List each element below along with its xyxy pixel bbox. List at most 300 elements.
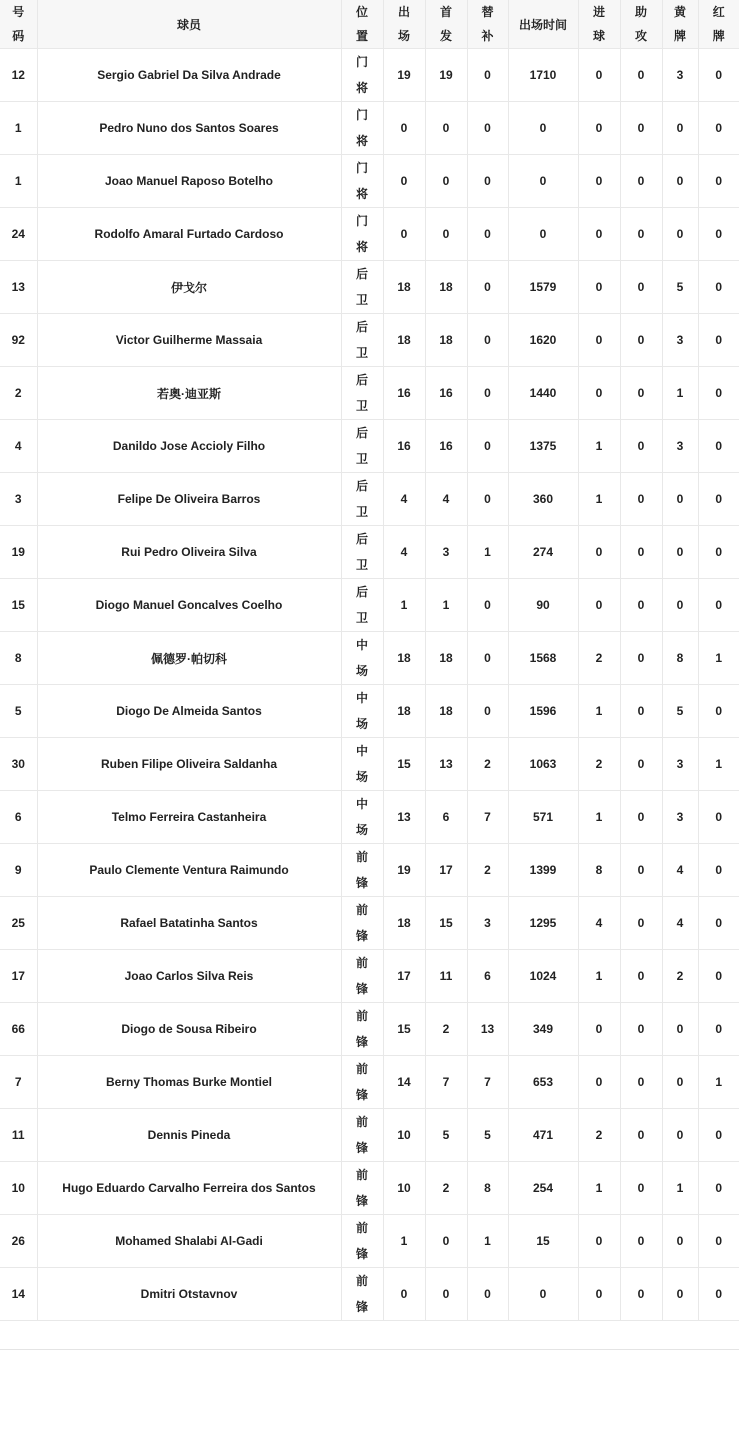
cell-minutes-played [508,1215,578,1268]
substitute-appearances-text: 0 [484,704,491,718]
cell-appearances [383,473,425,526]
column-label: 助攻 [634,5,647,43]
cell-appearances [383,950,425,1003]
cell-assists [620,1268,662,1321]
cell-player-number [0,102,37,155]
table-footer-divider [0,1321,739,1350]
cell-appearances [383,1056,425,1109]
starts-text: 16 [439,439,453,453]
cell-appearances [383,1162,425,1215]
cell-red-cards [698,1215,739,1268]
starts-text: 7 [442,1075,450,1089]
yellow-cards-text: 0 [676,598,684,612]
cell-appearances [383,367,425,420]
appearances-text: 4 [400,492,408,506]
player-position-text: 中场 [355,797,368,837]
cell-starts [425,738,467,791]
goals-text: 0 [595,333,603,347]
goals-text: 0 [595,386,603,400]
player-name-text: Diogo de Sousa Ribeiro [121,1022,257,1036]
cell-red-cards [698,1162,739,1215]
cell-player-number [0,1162,37,1215]
cell-starts [425,526,467,579]
player-position-text: 门将 [355,108,368,148]
cell-goals [578,208,620,261]
cell-minutes-played [508,208,578,261]
cell-minutes-played [508,844,578,897]
goals-text: 2 [595,651,603,665]
substitute-appearances-text: 0 [484,174,491,188]
player-position-text: 后卫 [355,479,368,519]
appearances-text: 0 [400,121,408,135]
cell-starts [425,102,467,155]
cell-player-number [0,49,37,102]
cell-appearances [383,897,425,950]
cell-player-number [0,738,37,791]
substitute-appearances-text: 3 [484,916,491,930]
cell-player-number [0,261,37,314]
yellow-cards-text: 1 [676,1181,684,1195]
cell-player-number [0,685,37,738]
yellow-cards-text: 4 [676,863,684,877]
substitute-appearances-text: 2 [484,757,491,771]
yellow-cards-text: 0 [676,1128,684,1142]
appearances-text: 19 [397,68,411,82]
cell-substitute-appearances [467,1268,508,1321]
cell-red-cards [698,261,739,314]
cell-appearances [383,420,425,473]
cell-player-name [37,49,341,102]
cell-player-position [341,420,383,473]
assists-text: 0 [637,333,645,347]
cell-red-cards [698,897,739,950]
player-number-text: 14 [11,1287,25,1301]
starts-text: 17 [439,863,453,877]
cell-starts [425,844,467,897]
player-name-text: Ruben Filipe Oliveira Saldanha [100,757,278,771]
goals-text: 1 [595,704,603,718]
substitute-appearances-text: 0 [484,386,491,400]
column-label: 位置 [355,5,368,43]
cell-player-number [0,208,37,261]
cell-substitute-appearances [467,738,508,791]
cell-minutes-played [508,1003,578,1056]
goals-text: 4 [595,916,603,930]
cell-player-name [37,685,341,738]
substitute-appearances-text: 0 [484,1287,491,1301]
red-cards-text: 0 [715,280,723,294]
substitute-appearances-text: 0 [484,280,491,294]
goals-text: 0 [595,121,603,135]
cell-yellow-cards [662,579,698,632]
appearances-text: 18 [397,333,411,347]
cell-substitute-appearances [467,844,508,897]
player-number-text: 12 [11,68,25,82]
cell-yellow-cards [662,261,698,314]
cell-red-cards [698,632,739,685]
player-number-text: 13 [11,280,25,294]
goals-text: 2 [595,1128,603,1142]
cell-goals [578,1056,620,1109]
cell-minutes-played [508,261,578,314]
player-name-text: 佩德罗·帕切科 [151,651,227,666]
cell-player-position [341,473,383,526]
cell-red-cards [698,526,739,579]
cell-red-cards [698,844,739,897]
cell-assists [620,632,662,685]
cell-player-position [341,1056,383,1109]
cell-red-cards [698,367,739,420]
cell-appearances [383,261,425,314]
table-row [0,632,739,685]
cell-goals [578,738,620,791]
col-header-position [341,0,383,49]
cell-appearances [383,791,425,844]
cell-substitute-appearances [467,1109,508,1162]
red-cards-text: 1 [715,651,723,665]
cell-goals [578,526,620,579]
player-number-text: 1 [14,121,22,135]
cell-red-cards [698,314,739,367]
column-label: 号码 [12,5,25,43]
cell-goals [578,1109,620,1162]
starts-text: 0 [442,227,450,241]
cell-red-cards [698,579,739,632]
cell-yellow-cards [662,791,698,844]
cell-goals [578,897,620,950]
cell-red-cards [698,155,739,208]
table-row [0,261,739,314]
cell-yellow-cards [662,473,698,526]
cell-player-name [37,738,341,791]
cell-minutes-played [508,1162,578,1215]
appearances-text: 1 [400,598,408,612]
player-number-text: 92 [11,333,25,347]
substitute-appearances-text: 0 [484,651,491,665]
cell-player-position [341,1268,383,1321]
substitute-appearances-text: 0 [484,68,491,82]
column-label: 进球 [592,5,605,43]
cell-goals [578,261,620,314]
appearances-text: 4 [400,545,408,559]
cell-substitute-appearances [467,1162,508,1215]
table-row [0,208,739,261]
appearances-text: 0 [400,174,408,188]
table-row [0,1162,739,1215]
appearances-text: 18 [397,916,411,930]
substitute-appearances-text: 8 [484,1181,491,1195]
red-cards-text: 0 [715,545,723,559]
cell-player-position [341,579,383,632]
cell-assists [620,1003,662,1056]
cell-yellow-cards [662,897,698,950]
cell-assists [620,208,662,261]
cell-minutes-played [508,738,578,791]
player-name-text: Rui Pedro Oliveira Silva [121,545,257,559]
minutes-played-text: 1579 [529,280,557,294]
starts-text: 18 [439,651,453,665]
column-label: 球员 [176,17,201,32]
player-name-text: Rodolfo Amaral Furtado Cardoso [94,227,284,241]
assists-text: 0 [637,598,645,612]
col-header-yellow-cards [662,0,698,49]
minutes-played-text: 1440 [529,386,557,400]
cell-assists [620,261,662,314]
cell-player-number [0,844,37,897]
red-cards-text: 0 [715,1022,723,1036]
cell-starts [425,367,467,420]
yellow-cards-text: 4 [676,916,684,930]
cell-yellow-cards [662,208,698,261]
goals-text: 0 [595,1287,603,1301]
red-cards-text: 1 [715,757,723,771]
appearances-text: 19 [397,863,411,877]
cell-goals [578,155,620,208]
cell-yellow-cards [662,685,698,738]
player-position-text: 后卫 [355,585,368,625]
player-position-text: 后卫 [355,267,368,307]
cell-yellow-cards [662,738,698,791]
cell-starts [425,473,467,526]
cell-player-name [37,526,341,579]
assists-text: 0 [637,1181,645,1195]
cell-appearances [383,1109,425,1162]
player-position-text: 后卫 [355,320,368,360]
player-name-text: 若奥·迪亚斯 [157,386,221,401]
cell-appearances [383,102,425,155]
cell-assists [620,1215,662,1268]
minutes-played-text: 1620 [529,333,557,347]
player-number-text: 4 [14,439,22,453]
player-number-text: 8 [14,651,22,665]
starts-text: 0 [442,1287,450,1301]
substitute-appearances-text: 0 [484,598,491,612]
cell-player-name [37,950,341,1003]
cell-player-position [341,632,383,685]
player-number-text: 30 [11,757,25,771]
cell-red-cards [698,1003,739,1056]
cell-goals [578,102,620,155]
cell-player-position [341,1003,383,1056]
starts-text: 19 [439,68,453,82]
player-number-text: 5 [14,704,22,718]
cell-assists [620,420,662,473]
red-cards-text: 0 [715,333,723,347]
cell-yellow-cards [662,420,698,473]
minutes-played-text: 0 [539,174,547,188]
cell-assists [620,49,662,102]
appearances-text: 16 [397,386,411,400]
table-row [0,1109,739,1162]
cell-assists [620,526,662,579]
cell-minutes-played [508,155,578,208]
cell-minutes-played [508,1268,578,1321]
cell-starts [425,314,467,367]
goals-text: 1 [595,1181,603,1195]
assists-text: 0 [637,1075,645,1089]
cell-player-name [37,897,341,950]
cell-player-name [37,1162,341,1215]
table-row [0,738,739,791]
cell-goals [578,1003,620,1056]
cell-appearances [383,314,425,367]
cell-minutes-played [508,791,578,844]
starts-text: 4 [442,492,450,506]
column-label: 出场 [397,5,410,43]
cell-player-number [0,1109,37,1162]
table-row [0,1215,739,1268]
cell-yellow-cards [662,1003,698,1056]
cell-player-number [0,314,37,367]
appearances-text: 0 [400,1287,408,1301]
player-name-text: Joao Manuel Raposo Botelho [104,174,273,188]
cell-yellow-cards [662,950,698,1003]
player-position-text: 中场 [355,744,368,784]
player-position-text: 中场 [355,638,368,678]
player-number-text: 7 [14,1075,22,1089]
goals-text: 0 [595,174,603,188]
starts-text: 5 [442,1128,450,1142]
minutes-played-text: 1063 [529,757,557,771]
goals-text: 1 [595,439,603,453]
goals-text: 8 [595,863,603,877]
goals-text: 2 [595,757,603,771]
yellow-cards-text: 0 [676,492,684,506]
player-name-text: 伊戈尔 [170,280,207,295]
cell-player-number [0,897,37,950]
appearances-text: 15 [397,757,411,771]
assists-text: 0 [637,1234,645,1248]
starts-text: 0 [442,174,450,188]
goals-text: 0 [595,1022,603,1036]
red-cards-text: 0 [715,1181,723,1195]
col-header-starts [425,0,467,49]
yellow-cards-text: 0 [676,1287,684,1301]
cell-starts [425,420,467,473]
table-row [0,1268,739,1321]
assists-text: 0 [637,916,645,930]
cell-yellow-cards [662,1215,698,1268]
table-row [0,102,739,155]
cell-starts [425,1215,467,1268]
yellow-cards-text: 3 [676,757,684,771]
starts-text: 3 [442,545,450,559]
goals-text: 0 [595,68,603,82]
col-header-red-cards [698,0,739,49]
col-header-goals [578,0,620,49]
cell-player-position [341,791,383,844]
cell-assists [620,579,662,632]
appearances-text: 16 [397,439,411,453]
cell-player-name [37,102,341,155]
cell-minutes-played [508,1056,578,1109]
cell-assists [620,738,662,791]
header-row [0,0,739,49]
cell-substitute-appearances [467,897,508,950]
cell-goals [578,314,620,367]
player-number-text: 24 [11,227,25,241]
player-position-text: 前锋 [355,1274,368,1314]
substitute-appearances-text: 0 [484,333,491,347]
table-row [0,685,739,738]
cell-player-position [341,314,383,367]
assists-text: 0 [637,1287,645,1301]
player-number-text: 25 [11,916,25,930]
col-header-assists [620,0,662,49]
cell-goals [578,1268,620,1321]
cell-appearances [383,49,425,102]
cell-starts [425,208,467,261]
starts-text: 2 [442,1181,450,1195]
cell-player-position [341,1162,383,1215]
starts-text: 13 [439,757,453,771]
cell-minutes-played [508,1109,578,1162]
cell-substitute-appearances [467,950,508,1003]
player-name-text: Rafael Batatinha Santos [120,916,258,930]
cell-red-cards [698,950,739,1003]
cell-player-number [0,1215,37,1268]
minutes-played-text: 1295 [529,916,557,930]
col-header-appearances [383,0,425,49]
appearances-text: 18 [397,704,411,718]
player-number-text: 15 [11,598,25,612]
col-header-minutes [508,0,578,49]
cell-starts [425,579,467,632]
cell-substitute-appearances [467,314,508,367]
cell-substitute-appearances [467,420,508,473]
cell-player-name [37,1215,341,1268]
assists-text: 0 [637,545,645,559]
cell-starts [425,155,467,208]
appearances-text: 13 [397,810,411,824]
yellow-cards-text: 3 [676,810,684,824]
goals-text: 0 [595,227,603,241]
yellow-cards-text: 0 [676,1234,684,1248]
player-number-text: 11 [11,1128,25,1142]
assists-text: 0 [637,68,645,82]
substitute-appearances-text: 2 [484,863,491,877]
cell-yellow-cards [662,526,698,579]
substitute-appearances-text: 1 [484,545,491,559]
appearances-text: 10 [397,1128,411,1142]
cell-substitute-appearances [467,473,508,526]
goals-text: 0 [595,1234,603,1248]
yellow-cards-text: 1 [676,386,684,400]
player-name-text: Telmo Ferreira Castanheira [111,810,267,824]
cell-substitute-appearances [467,632,508,685]
cell-assists [620,1056,662,1109]
cell-starts [425,1003,467,1056]
cell-goals [578,632,620,685]
cell-substitute-appearances [467,49,508,102]
cell-assists [620,1162,662,1215]
yellow-cards-text: 5 [676,704,684,718]
red-cards-text: 0 [715,598,723,612]
starts-text: 11 [439,969,453,983]
minutes-played-text: 0 [539,1287,547,1301]
cell-red-cards [698,473,739,526]
cell-yellow-cards [662,314,698,367]
player-name-text: Dmitri Otstavnov [140,1287,238,1301]
cell-player-position [341,155,383,208]
cell-player-number [0,579,37,632]
red-cards-text: 0 [715,121,723,135]
cell-starts [425,685,467,738]
cell-minutes-played [508,49,578,102]
cell-player-name [37,791,341,844]
minutes-played-text: 1399 [529,863,557,877]
goals-text: 0 [595,545,603,559]
